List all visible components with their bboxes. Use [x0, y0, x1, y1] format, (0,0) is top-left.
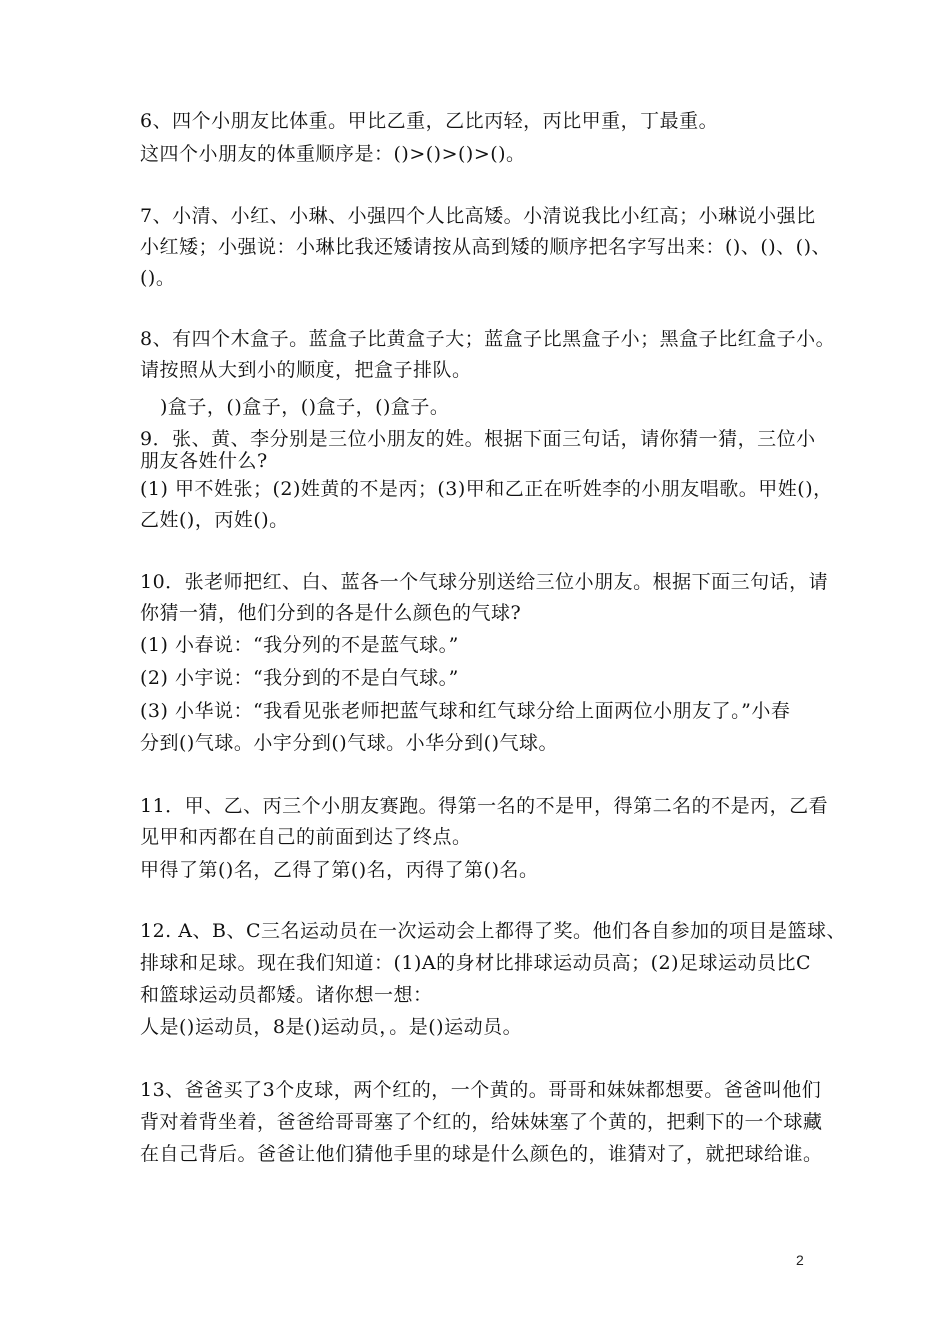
q10-line-4: (2) 小宇说：“我分到的不是白气球。”	[140, 667, 459, 689]
q9-line-4: 乙姓()，丙姓()。	[140, 509, 289, 531]
q11-line-2: 见甲和丙都在自己的前面到达了终点。	[140, 826, 472, 848]
q10-line-6: 分到()气球。小宇分到()气球。小华分到()气球。	[140, 732, 558, 754]
q9-line-1: 9．张、黄、李分别是三位小朋友的姓。根据下面三句话，请你猜一猜，三位小	[140, 428, 816, 450]
q13-line-3: 在自己背后。爸爸让他们猜他手里的球是什么颜色的，谁猜对了，就把球给谁。	[140, 1143, 823, 1165]
q7-line-2: 小红矮；小强说：小琳比我还矮请按从高到矮的顺序把名字写出来：()、()、()、	[140, 236, 831, 258]
q9-line-2: 朋友各姓什么?	[140, 450, 268, 472]
q11-line-1: 11．甲、乙、丙三个小朋友赛跑。得第一名的不是甲，得第二名的不是丙，乙看	[140, 795, 829, 817]
q12-line-1: 12. A、B、C三名运动员在一次运动会上都得了奖。他们各自参加的项目是篮球、	[140, 920, 846, 942]
q8-line-2: 请按照从大到小的顺度，把盒子排队。	[140, 359, 472, 381]
q10-line-5: (3) 小华说：“我看见张老师把蓝气球和红气球分给上面两位小朋友了。”小春	[140, 700, 791, 722]
page-number: 2	[796, 1252, 804, 1268]
q12-line-2: 排球和足球。现在我们知道：(1)A的身材比排球运动员高；(2)足球运动员比C	[140, 952, 812, 974]
q12-line-4: 人是()运动员，8是()运动员，。是()运动员。	[140, 1016, 523, 1038]
q12-line-3: 和篮球运动员都矮。诸你想一想：	[140, 984, 433, 1006]
q13-line-1: 13、爸爸买了3个皮球，两个红的，一个黄的。哥哥和妹妹都想要。爸爸叫他们	[140, 1079, 822, 1101]
q6-line-1: 6、四个小朋友比体重。甲比乙重，乙比丙轻，丙比甲重，丁最重。	[140, 110, 719, 132]
q7-line-1: 7、小清、小红、小琳、小强四个人比高矮。小清说我比小红高；小琳说小强比	[140, 205, 816, 227]
q6-line-2: 这四个小朋友的体重顺序是：()>()>()>()。	[140, 143, 526, 165]
q13-line-2: 背对着背坐着，爸爸给哥哥塞了个红的，给妹妹塞了个黄的，把剩下的一个球藏	[140, 1111, 823, 1133]
q9-line-3: (1) 甲不姓张；(2)姓黄的不是丙；(3)甲和乙正在听姓李的小朋友唱歌。甲姓()，	[140, 478, 833, 500]
q8-line-1: 8、有四个木盒子。蓝盒子比黄盒子大；蓝盒子比黑盒子小；黑盒子比红盒子小。	[140, 328, 836, 350]
q8-answer-line: )盒子，()盒子，()盒子，()盒子。	[160, 396, 450, 418]
q10-line-1: 10．张老师把红、白、蓝各一个气球分别送给三位小朋友。根据下面三句话，请	[140, 571, 829, 593]
q10-line-3: (1) 小春说：“我分列的不是蓝气球。”	[140, 634, 459, 656]
q7-line-3: ()。	[140, 267, 176, 289]
q10-line-2: 你猜一猜，他们分到的各是什么颜色的气球?	[140, 602, 522, 624]
q11-line-3: 甲得了第()名，乙得了第()名，丙得了第()名。	[140, 859, 539, 881]
